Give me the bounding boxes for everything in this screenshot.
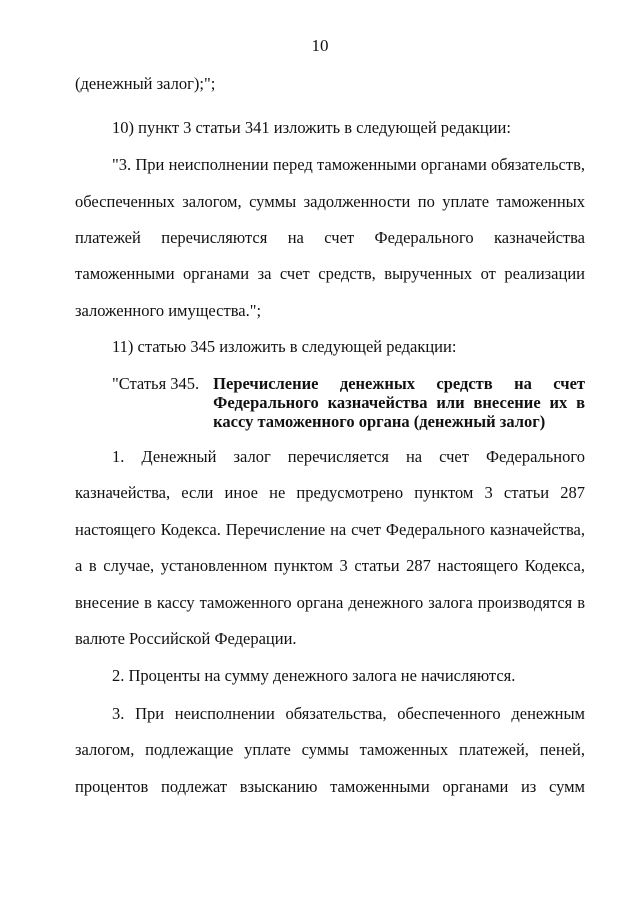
body-line-8: 3. При неисполнении обязательства, обеспеченного денежным <box>112 704 585 723</box>
body-line-9: залогом, подлежащие уплате суммы таможенных платежей, пеней, <box>75 740 585 759</box>
body-line-6: валюте Российской Федерации. <box>75 629 297 648</box>
body-line-5: внесение в кассу таможенного органа денежного залога производятся в <box>75 593 585 612</box>
body-line-4: а в случае, установленном пунктом 3 статьи 287 настоящего Кодекса, <box>75 556 585 575</box>
text-line-6: таможенными органами за счет средств, вырученных от реализации <box>75 264 585 283</box>
text-line-7: заложенного имущества."; <box>75 301 262 320</box>
text-line-4: обеспеченных залогом, суммы задолженности по уплате таможенных <box>75 192 585 211</box>
text-line-2: 10) пункт 3 статьи 341 изложить в следующей редакции: <box>112 118 511 137</box>
text-line-5: платежей перечисляются на счет Федерального казначейства <box>75 228 585 247</box>
text-line-8: 11) статью 345 изложить в следующей редакции: <box>112 337 457 356</box>
body-line-7: 2. Проценты на сумму денежного залога не начисляются. <box>112 666 516 685</box>
article-title-line-1: Перечисление денежных средств на счет <box>213 374 585 393</box>
page-number: 10 <box>311 36 329 55</box>
text-line-3: "3. При неисполнении перед таможенными органами обязательств, <box>112 155 585 174</box>
body-line-10: процентов подлежат взысканию таможенными органами из сумм <box>75 777 585 796</box>
body-line-3: настоящего Кодекса. Перечисление на счет Федерального казначейства, <box>75 520 585 539</box>
article-title <box>213 374 585 431</box>
body-line-2: казначейства, если иное не предусмотрено пунктом 3 статьи 287 <box>75 483 585 502</box>
article-title-line-2: Федерального казначейства или внесение их в <box>213 393 585 412</box>
article-label: "Статья 345. <box>112 374 200 393</box>
article-title-line-3: кассу таможенного органа (денежный залог) <box>213 412 546 431</box>
body-line-1: 1. Денежный залог перечисляется на счет Федерального <box>112 447 585 466</box>
text-line-1: (денежный залог);"; <box>75 74 216 93</box>
article-heading <box>112 374 585 431</box>
